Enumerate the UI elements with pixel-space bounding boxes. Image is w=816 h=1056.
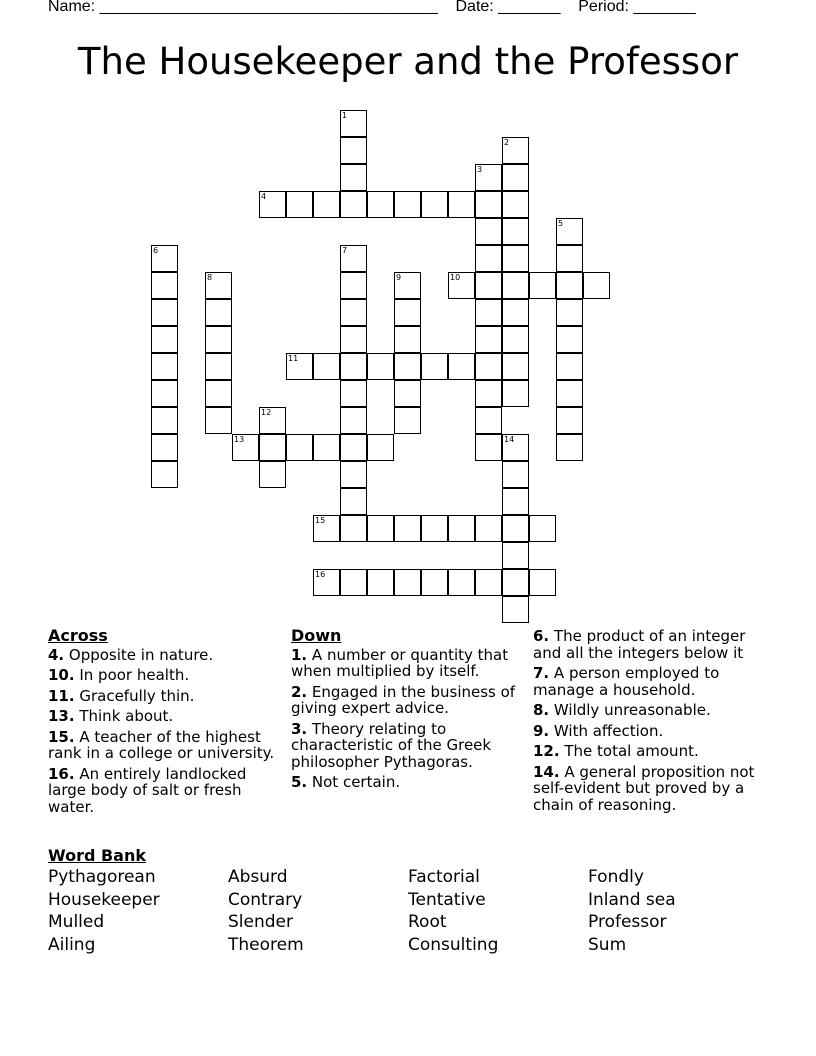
clue-text: Opposite in nature. (64, 645, 214, 664)
grid-cell[interactable] (151, 272, 178, 299)
grid-cell[interactable] (421, 515, 448, 542)
grid-cell[interactable] (394, 353, 421, 380)
grid-cell[interactable] (151, 407, 178, 434)
clue-item (533, 665, 773, 698)
clue-number-label: 9 (396, 273, 402, 282)
grid-cell[interactable] (313, 434, 340, 461)
grid-cell[interactable] (475, 380, 502, 407)
clue-text: A teacher of the highest rank in a college or university. (48, 727, 275, 762)
clue-item (291, 721, 523, 771)
grid-cell[interactable] (475, 353, 502, 380)
clue-text: A general proposition not self-evident but proved by a chain of reasoning. (533, 762, 755, 814)
grid-cell[interactable] (475, 191, 502, 218)
clue-item (48, 729, 284, 762)
grid-cell[interactable] (475, 326, 502, 353)
grid-cell[interactable] (556, 299, 583, 326)
clue-text: A person employed to manage a household. (533, 664, 720, 699)
clue-item (533, 723, 773, 740)
word-bank-entry: Contrary (228, 889, 303, 910)
clue-number: 9. (533, 721, 550, 740)
clue-number: 5. (291, 773, 308, 791)
clue-number-label: 7 (342, 246, 348, 255)
grid-cell[interactable] (340, 164, 367, 191)
grid-cell[interactable] (205, 326, 232, 353)
clue-number: 4. (48, 645, 65, 664)
clue-text: In poor health. (74, 666, 190, 684)
grid-cell[interactable] (340, 191, 367, 218)
clue-number: 15. (48, 727, 75, 746)
grid-cell[interactable] (475, 434, 502, 461)
clue-number: 16. (48, 764, 75, 783)
grid-cell[interactable] (367, 191, 394, 218)
grid-cell[interactable] (556, 245, 583, 272)
down-clue-list-continued (533, 628, 773, 813)
grid-cell[interactable] (340, 326, 367, 353)
grid-cell[interactable] (151, 299, 178, 326)
clue-number-label: 13 (234, 435, 245, 444)
clue-item (291, 647, 523, 680)
grid-cell[interactable] (340, 461, 367, 488)
clue-item (291, 684, 523, 717)
word-bank-entry: Pythagorean (48, 867, 156, 887)
grid-cell[interactable] (583, 272, 610, 299)
clue-item (48, 667, 284, 684)
clue-text: An entirely landlocked large body of salt or fresh water. (48, 764, 247, 816)
clue-number: 11. (48, 686, 75, 705)
word-bank-entry: Fondly (588, 867, 644, 887)
grid-cell[interactable] (286, 191, 313, 218)
grid-cell[interactable] (151, 353, 178, 380)
clue-number: 6. (533, 627, 550, 645)
clue-number: 13. (48, 707, 75, 725)
word-bank-entry: Consulting (408, 934, 499, 955)
word-bank-heading: Word Bank (48, 846, 147, 865)
grid-cell[interactable] (475, 407, 502, 434)
grid-cell[interactable] (151, 380, 178, 407)
grid-cell[interactable] (367, 569, 394, 596)
grid-cell[interactable] (205, 299, 232, 326)
grid-cell[interactable] (340, 137, 367, 164)
grid-cell[interactable] (529, 515, 556, 542)
word-bank-entry: Ailing (48, 934, 96, 955)
grid-cell[interactable] (394, 569, 421, 596)
student-info-line[interactable]: Name: ______________________________________ Date: _______ Period: _______ (48, 0, 696, 15)
grid-cell[interactable] (421, 191, 448, 218)
clue-number: 1. (291, 645, 308, 664)
grid-cell[interactable] (556, 434, 583, 461)
clue-text: A number or quantity that when multiplied by itself. (291, 645, 509, 680)
across-clue-list (48, 647, 284, 816)
clue-number-label: 4 (261, 192, 267, 201)
grid-cell[interactable] (259, 461, 286, 488)
grid-cell[interactable] (475, 272, 502, 299)
clue-text: With affection. (549, 721, 664, 740)
grid-cell[interactable] (394, 191, 421, 218)
grid-cell[interactable] (502, 326, 529, 353)
clue-text: The product of an integer and all the integers below it (533, 627, 746, 662)
grid-cell[interactable] (448, 515, 475, 542)
word-bank-entry: Factorial (408, 867, 480, 887)
grid-cell[interactable] (421, 353, 448, 380)
word-bank-entry: Housekeeper (48, 889, 160, 910)
word-bank-entry: Absurd (228, 867, 288, 887)
grid-cell[interactable] (448, 569, 475, 596)
grid-cell[interactable] (151, 326, 178, 353)
word-bank-entry: Mulled (48, 912, 105, 932)
clue-number-label: 15 (315, 516, 326, 525)
grid-cell[interactable] (448, 191, 475, 218)
clue-number-label: 11 (288, 354, 299, 363)
grid-cell[interactable] (394, 515, 421, 542)
word-bank-entry: Professor (588, 912, 667, 932)
grid-cell[interactable] (286, 434, 313, 461)
down-clue-list (291, 647, 523, 791)
clue-number: 10. (48, 666, 75, 684)
clue-number: 14. (533, 762, 560, 781)
clue-number-label: 14 (504, 435, 515, 444)
grid-cell[interactable] (475, 245, 502, 272)
grid-cell[interactable] (394, 380, 421, 407)
clue-number-label: 1 (342, 111, 348, 120)
clue-text: Engaged in the business of giving expert advice. (291, 682, 516, 717)
grid-cell[interactable] (340, 272, 367, 299)
grid-cell[interactable] (502, 191, 529, 218)
clue-item (291, 774, 523, 791)
grid-cell[interactable] (313, 353, 340, 380)
grid-cell[interactable] (502, 299, 529, 326)
grid-cell[interactable] (502, 245, 529, 272)
grid-cell[interactable] (556, 407, 583, 434)
grid-cell[interactable] (502, 569, 529, 596)
clue-number-label: 8 (207, 273, 213, 282)
clue-number: 7. (533, 664, 550, 682)
clue-number-label: 2 (504, 138, 510, 147)
grid-cell[interactable] (475, 299, 502, 326)
grid-cell[interactable] (421, 569, 448, 596)
grid-cell[interactable] (475, 569, 502, 596)
grid-cell[interactable] (151, 461, 178, 488)
word-bank-entry: Tentative (408, 889, 486, 910)
grid-cell[interactable] (475, 218, 502, 245)
grid-cell[interactable] (502, 380, 529, 407)
grid-cell[interactable] (502, 488, 529, 515)
grid-cell[interactable] (205, 407, 232, 434)
word-bank-entry: Slender (228, 912, 293, 932)
grid-cell[interactable] (205, 353, 232, 380)
grid-cell[interactable] (340, 488, 367, 515)
grid-cell[interactable] (340, 380, 367, 407)
grid-cell[interactable] (502, 272, 529, 299)
clue-text: Theory relating to characteristic of the Greek philosopher Pythagoras. (291, 719, 492, 771)
grid-cell[interactable] (394, 299, 421, 326)
clue-number-label: 5 (558, 219, 564, 228)
grid-cell[interactable] (529, 272, 556, 299)
grid-cell[interactable] (205, 380, 232, 407)
page-title: The Housekeeper and the Professor (77, 40, 739, 83)
clue-number: 2. (291, 682, 308, 701)
grid-cell[interactable] (475, 515, 502, 542)
clue-item (48, 688, 284, 705)
grid-cell[interactable] (556, 326, 583, 353)
clue-text: Think about. (74, 707, 174, 725)
clue-text: Wildly unreasonable. (549, 701, 711, 719)
grid-cell[interactable] (151, 434, 178, 461)
clue-text: Gracefully thin. (74, 686, 195, 705)
grid-cell[interactable] (556, 353, 583, 380)
clue-number: 12. (533, 742, 560, 760)
word-bank-entry: Inland sea (588, 889, 676, 910)
grid-cell[interactable] (394, 326, 421, 353)
clues-down (291, 628, 523, 795)
grid-cell[interactable] (529, 569, 556, 596)
across-heading: Across (48, 626, 108, 645)
grid-cell[interactable] (340, 353, 367, 380)
down-heading: Down (291, 626, 342, 645)
clues-down-continued (533, 628, 773, 817)
clue-item (533, 764, 773, 814)
clue-number-label: 12 (261, 408, 272, 417)
grid-cell[interactable] (556, 380, 583, 407)
clue-text: The total amount. (559, 742, 699, 760)
grid-cell[interactable] (502, 596, 529, 623)
grid-cell[interactable] (394, 407, 421, 434)
grid-cell[interactable] (502, 461, 529, 488)
grid-cell[interactable] (502, 542, 529, 569)
word-bank-entry: Sum (588, 934, 627, 955)
grid-cell[interactable] (502, 515, 529, 542)
grid-cell[interactable] (367, 353, 394, 380)
grid-cell[interactable] (502, 164, 529, 191)
grid-cell[interactable] (502, 353, 529, 380)
grid-cell[interactable] (448, 353, 475, 380)
clue-number: 3. (291, 719, 308, 738)
clue-item (48, 647, 284, 664)
clue-number-label: 16 (315, 570, 326, 579)
clue-item (48, 766, 284, 816)
grid-cell[interactable] (340, 434, 367, 461)
clue-number-label: 10 (450, 273, 461, 282)
grid-cell[interactable] (313, 191, 340, 218)
grid-cell[interactable] (367, 515, 394, 542)
grid-cell[interactable] (502, 218, 529, 245)
grid-cell[interactable] (259, 434, 286, 461)
grid-cell[interactable] (367, 434, 394, 461)
word-bank-entry: Theorem (228, 934, 304, 955)
clue-item (533, 628, 773, 661)
clues-across (48, 628, 284, 819)
grid-cell[interactable] (340, 407, 367, 434)
clue-number: 8. (533, 701, 550, 719)
grid-cell[interactable] (340, 569, 367, 596)
clue-item (48, 708, 284, 725)
grid-cell[interactable] (556, 272, 583, 299)
clue-item (533, 743, 773, 760)
clue-item (533, 702, 773, 719)
clue-number-label: 3 (477, 165, 483, 174)
clue-number-label: 6 (153, 246, 159, 255)
grid-cell[interactable] (340, 299, 367, 326)
grid-cell[interactable] (340, 515, 367, 542)
word-bank-entry: Root (408, 912, 447, 932)
clue-text: Not certain. (307, 773, 401, 791)
